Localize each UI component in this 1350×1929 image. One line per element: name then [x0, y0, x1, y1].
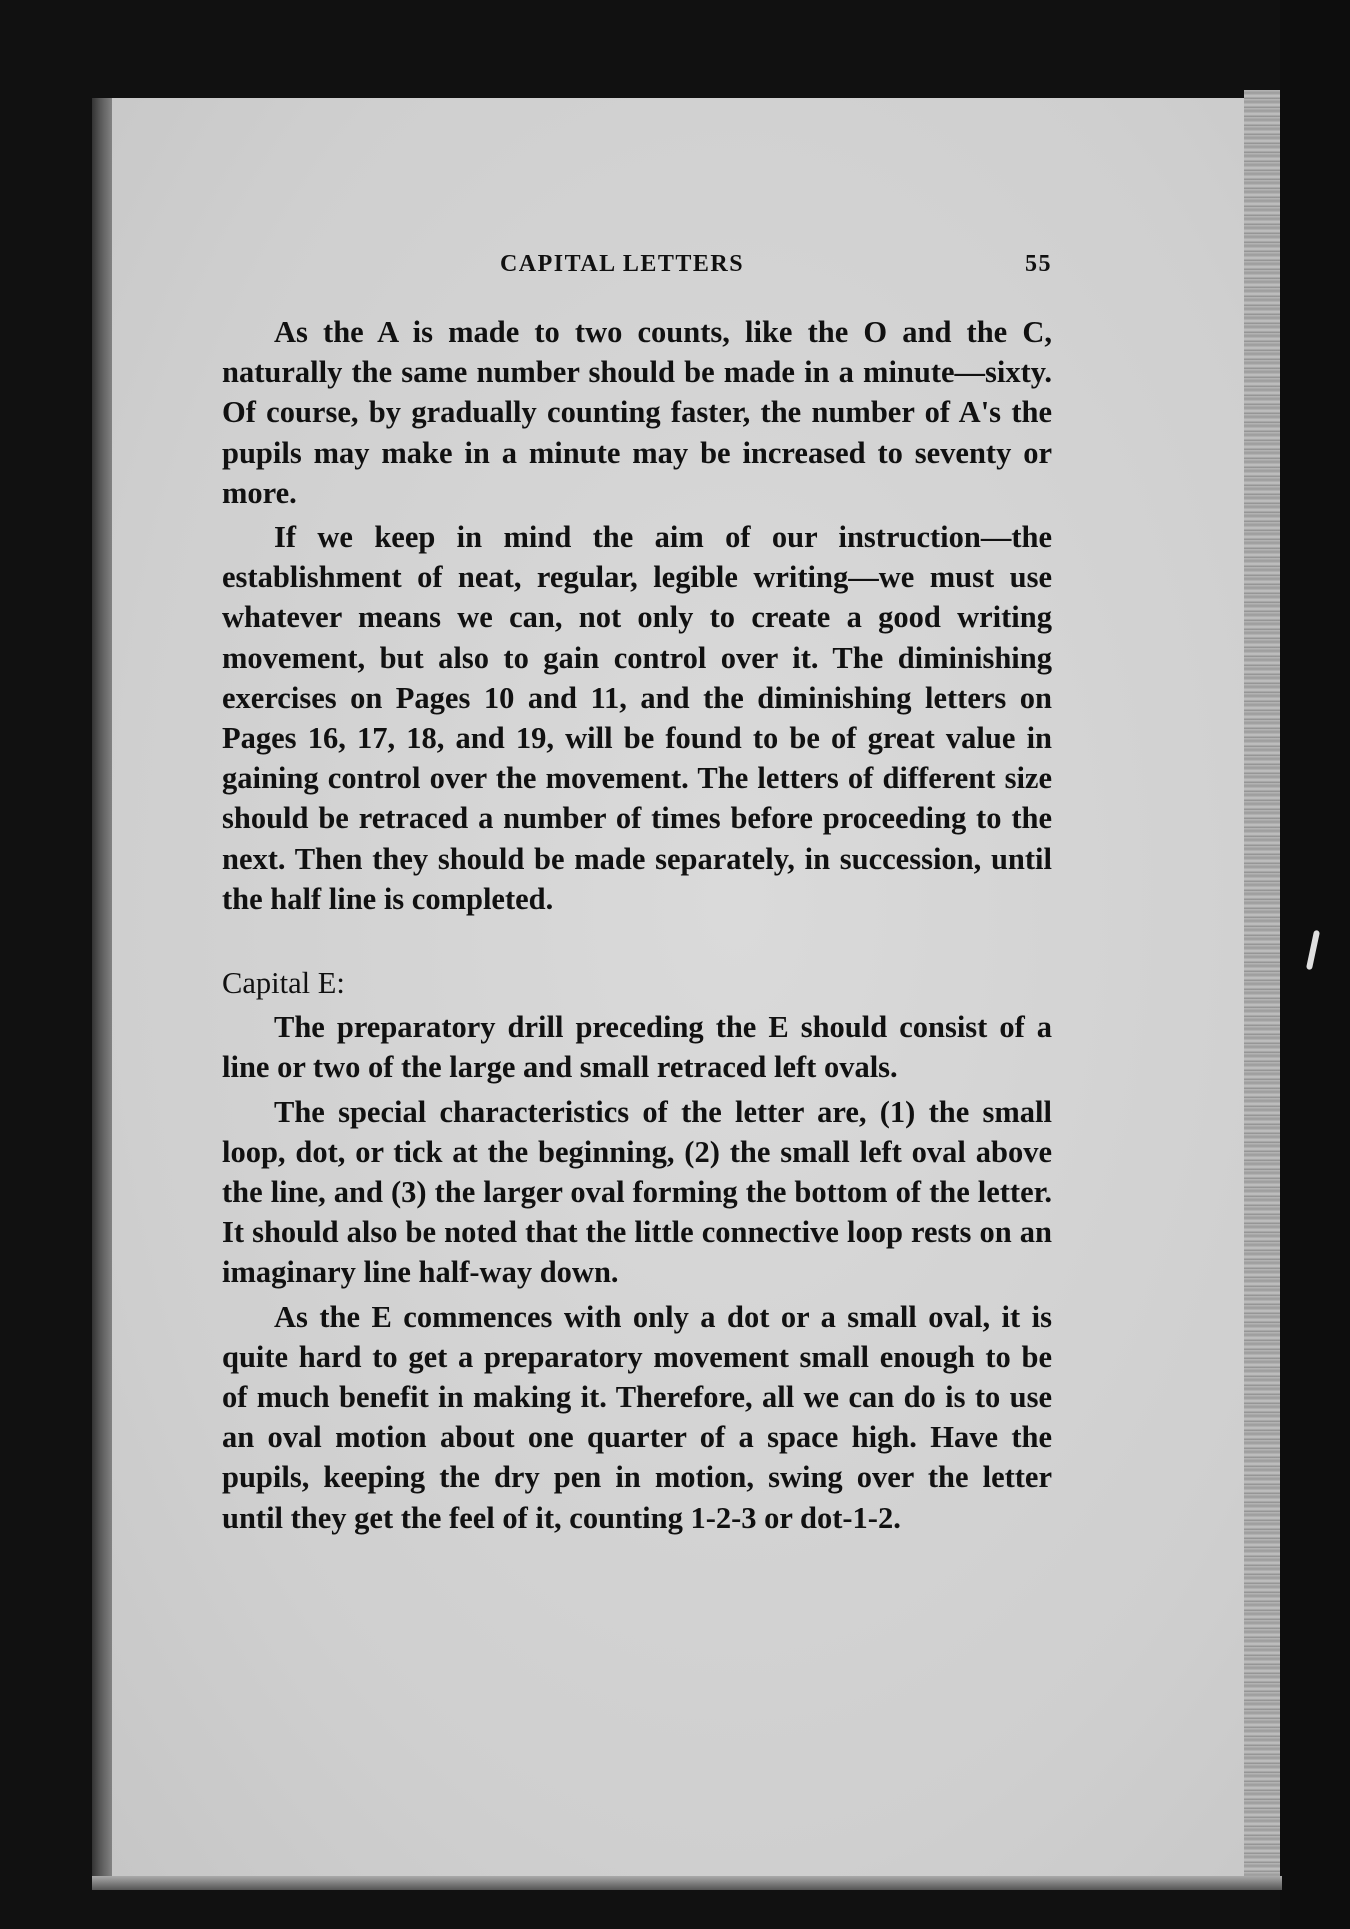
- running-head: [222, 244, 1052, 284]
- scan-background: [1280, 0, 1350, 1929]
- page-text: [222, 244, 1052, 1542]
- paragraph: As the A is made to two counts, like the O and the C, naturally the same number should be made in a minute—sixty. Of course, by gradually counting faster, the number of A's the pupils may make in a minute may be increased to seventy or more.: [222, 315, 1052, 510]
- paragraph: If we keep in mind the aim of our instruction—the establishment of neat, regular, legible writing—we must use whatever means we can, not only to create a good writing movement, but also to gain control over it. The diminishing exercises on Pages 10 and 11, and the diminishing letters on Pages 16, 17, 18, and 19, will be found to be of great value in gaining control over the movement. The letters of different size should be retraced a number of times before proceeding to the next. Then they should be made separately, in succession, until the half line is completed.: [222, 520, 1052, 916]
- book-gutter: [92, 98, 114, 1884]
- page-bottom-edge: [92, 1876, 1282, 1890]
- paragraph: As the E commences with only a dot or a small oval, it is quite hard to get a preparatory movement small enough to be of much benefit in making it. Therefore, all we can do is to use an oval motion about one quarter of a space high. Have the pupils, keeping the dry pen in motion, swing over the letter until they get the feel of it, counting 1-2-3 or dot-1-2.: [222, 1299, 1052, 1535]
- page-edges: [1244, 90, 1280, 1890]
- paragraph: The special characteristics of the letter are, (1) the small loop, dot, or tick at the beginning, (2) the small left oval above the line, and (3) the larger oval forming the bottom of the letter. It should also be noted that the little connective loop rests on an imaginary line half-way down.: [222, 1094, 1052, 1290]
- section-heading: Capital E:: [222, 966, 345, 1001]
- paragraph: The preparatory drill preceding the E should consist of a line or two of the large and small retraced left ovals.: [222, 1010, 1052, 1085]
- page-number: 55: [1025, 251, 1052, 277]
- running-head-title: CAPITAL LETTERS: [499, 251, 745, 277]
